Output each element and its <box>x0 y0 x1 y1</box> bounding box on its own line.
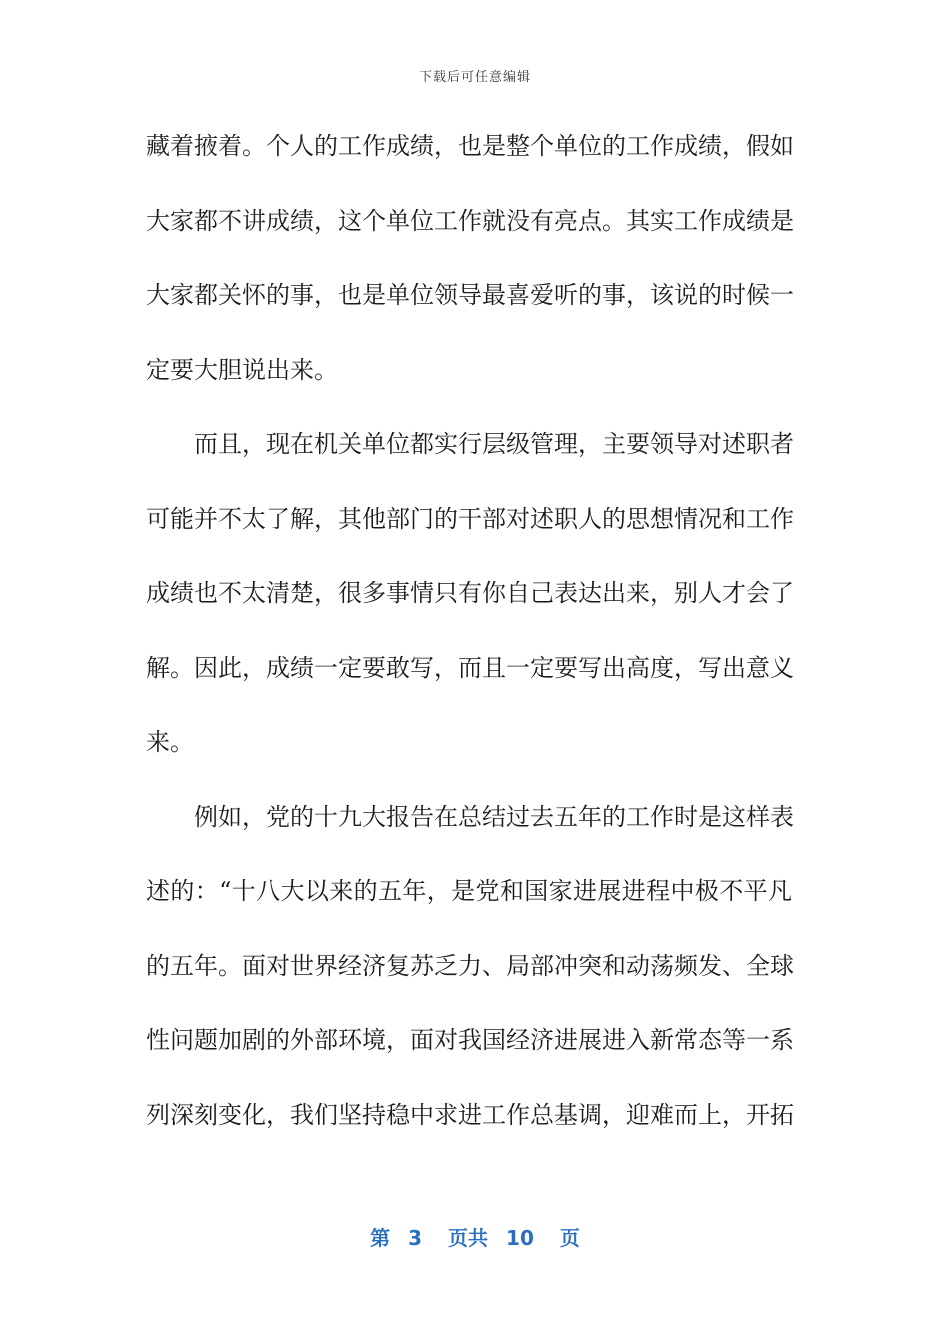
text-line: 定要大胆说出来。 <box>146 355 338 384</box>
text-line: 的五年。面对世界经济复苏乏力、局部冲突和动荡频发、全球 <box>146 951 794 980</box>
current-page-number: 3 <box>408 1226 423 1250</box>
total-pages-number: 10 <box>506 1226 534 1250</box>
text-line: 性问题加剧的外部环境，面对我国经济进展进入新常态等一系 <box>146 1026 794 1054</box>
text-line: 例如，党的十九大报告在总结过去五年的工作时是这样表 <box>194 802 794 831</box>
text-line: 可能并不太了解，其他部门的干部对述职人的思想情况和工作 <box>146 504 794 533</box>
text-line: 述的：“十八大以来的五年，是党和国家进展进程中极不平凡 <box>146 877 792 905</box>
text-line: 列深刻变化，我们坚持稳中求进工作总基调，迎难而上，开拓 <box>146 1100 794 1129</box>
footer-middle: 页共 <box>448 1226 489 1250</box>
text-line: 而且，现在机关单位都实行层级管理，主要领导对述职者 <box>194 430 794 458</box>
footer-prefix: 第 <box>370 1226 391 1250</box>
text-line: 大家都关怀的事，也是单位领导最喜爱听的事，该说的时候一 <box>146 281 794 309</box>
text-line: 来。 <box>146 728 194 756</box>
page-footer <box>0 1222 950 1251</box>
text-line: 藏着掖着。个人的工作成绩，也是整个单位的工作成绩，假如 <box>146 132 794 160</box>
document-body <box>146 124 792 1167</box>
footer-suffix: 页 <box>559 1226 580 1250</box>
text-line: 成绩也不太清楚，很多事情只有你自己表达出来，别人才会了 <box>146 579 794 607</box>
header-note: 下载后可任意编辑 <box>418 70 531 85</box>
text-line: 解。因此，成绩一定要敢写，而且一定要写出高度，写出意义 <box>146 653 794 682</box>
text-line: 大家都不讲成绩，这个单位工作就没有亮点。其实工作成绩是 <box>146 206 794 235</box>
